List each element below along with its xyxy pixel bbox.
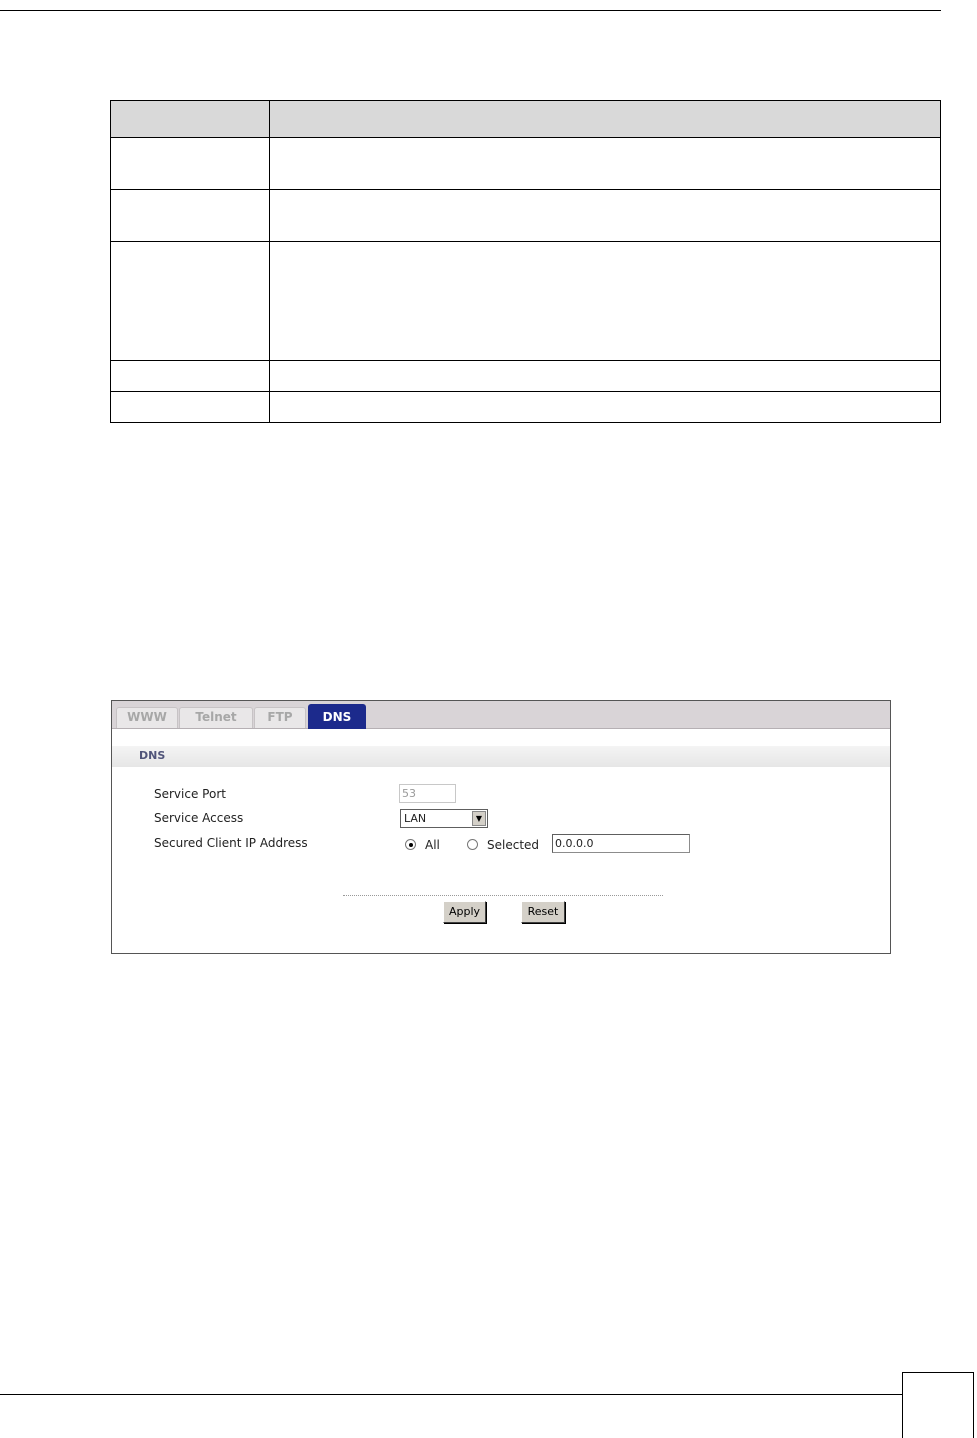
radio-selected-label: Selected — [487, 838, 540, 852]
secured-client-label: Secured Client IP Address — [154, 836, 308, 850]
page-number-box — [902, 1372, 974, 1438]
table-cell — [111, 242, 270, 361]
description-table — [110, 100, 941, 423]
table-header-cell — [111, 101, 270, 138]
header-rule — [0, 10, 941, 11]
radio-all-label: All — [425, 838, 440, 852]
divider — [343, 895, 663, 896]
dns-settings-screenshot — [111, 700, 891, 954]
table-cell — [111, 392, 270, 423]
table-cell — [270, 361, 941, 392]
tab-ftp[interactable]: FTP — [254, 707, 306, 728]
table-cell — [111, 190, 270, 242]
apply-button[interactable]: Apply — [443, 901, 486, 923]
ip-address-input[interactable]: 0.0.0.0 — [552, 834, 690, 853]
section-header — [112, 746, 890, 767]
chevron-down-icon[interactable]: ▼ — [472, 811, 486, 826]
table-row — [111, 190, 941, 242]
service-port-input[interactable]: 53 — [399, 784, 456, 803]
table-row — [111, 392, 941, 423]
table-cell — [270, 392, 941, 423]
table-header-cell — [270, 101, 941, 138]
radio-all[interactable] — [405, 839, 416, 850]
table-row — [111, 361, 941, 392]
service-access-label: Service Access — [154, 811, 244, 825]
section-title: DNS — [139, 749, 166, 762]
tab-telnet[interactable]: Telnet — [179, 707, 253, 728]
table-cell — [270, 242, 941, 361]
table-row — [111, 138, 941, 190]
table-header-row — [111, 101, 941, 138]
table-cell — [270, 138, 941, 190]
service-access-select[interactable] — [400, 809, 488, 828]
table-row — [111, 242, 941, 361]
reset-button[interactable]: Reset — [521, 901, 565, 923]
footer-rule — [0, 1394, 902, 1395]
tab-bar — [112, 701, 890, 729]
radio-selected[interactable] — [467, 839, 478, 850]
table-cell — [111, 138, 270, 190]
table-cell — [270, 190, 941, 242]
service-access-value: LAN — [404, 812, 427, 825]
tab-www[interactable]: WWW — [116, 707, 178, 728]
tab-dns[interactable]: DNS — [308, 704, 366, 729]
service-port-label: Service Port — [154, 787, 226, 801]
table-cell — [111, 361, 270, 392]
